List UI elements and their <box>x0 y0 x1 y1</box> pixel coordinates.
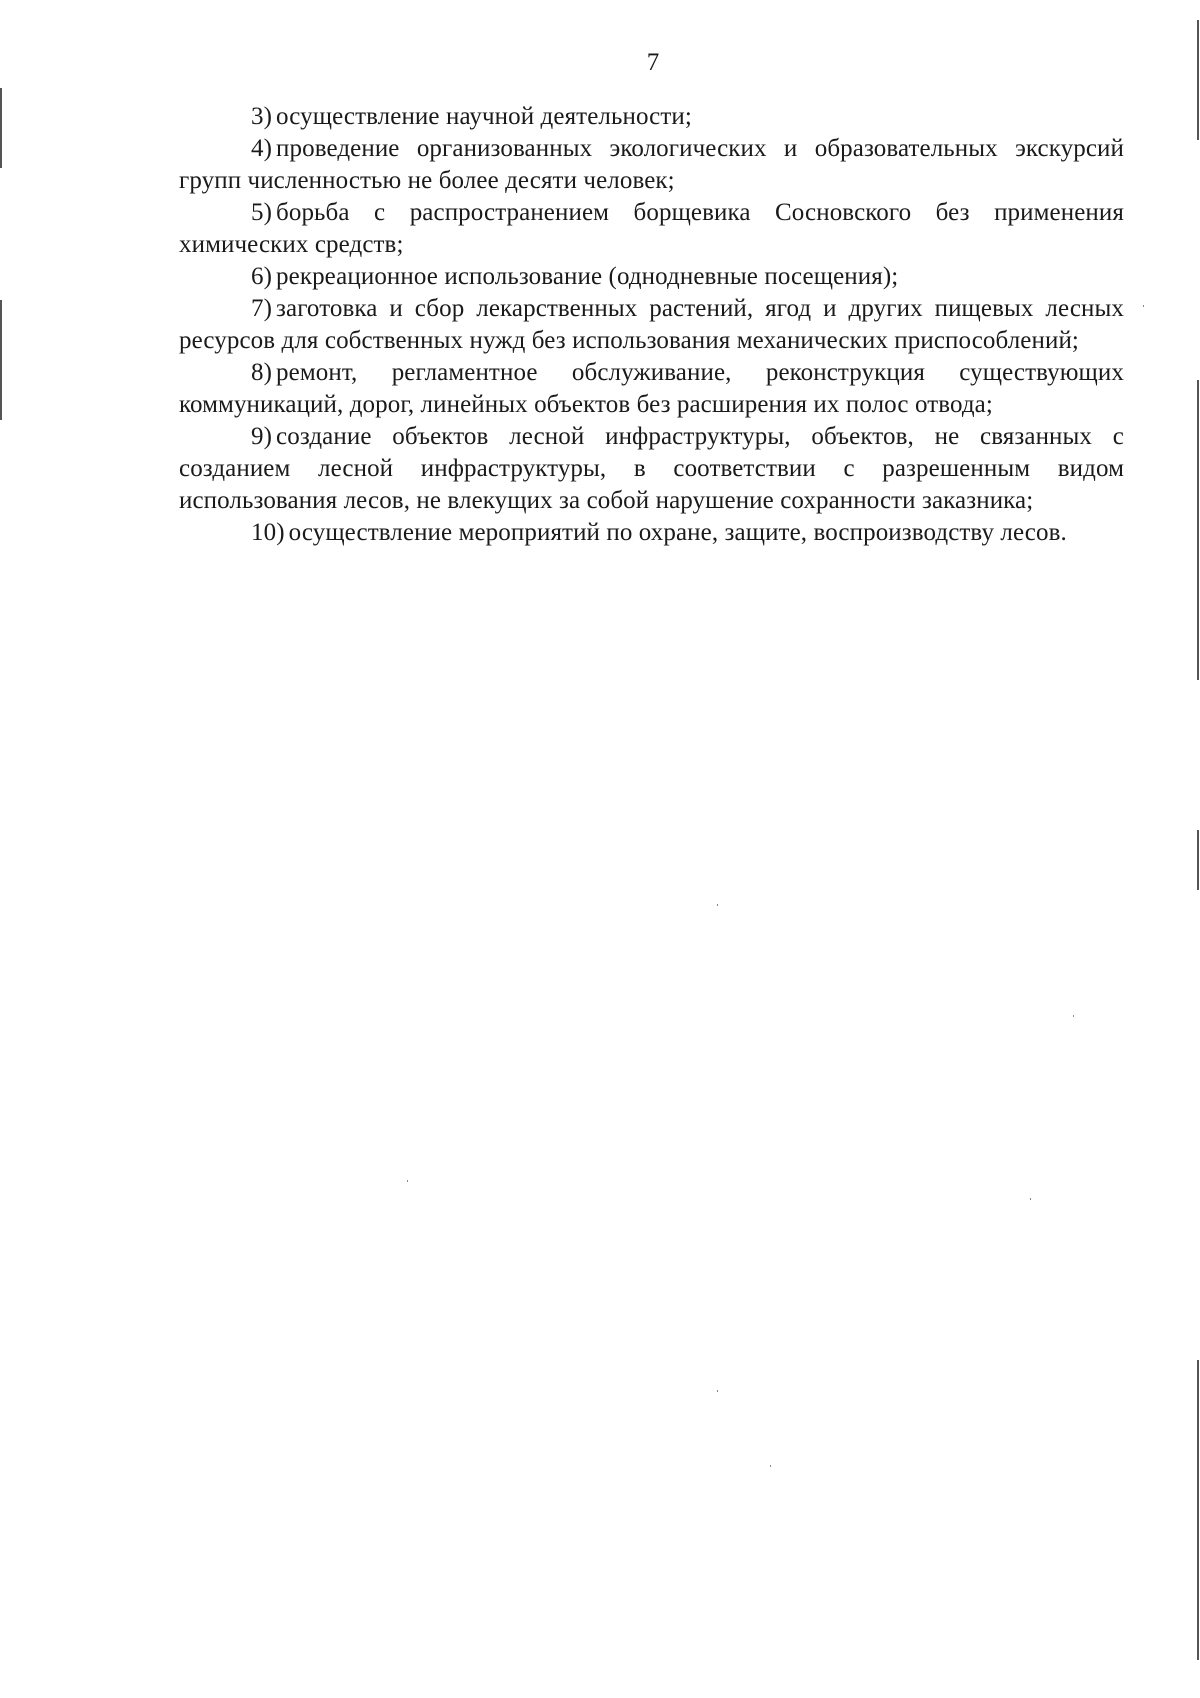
list-item <box>179 357 1124 421</box>
scan-edge-right <box>1197 830 1199 890</box>
scan-edge-right <box>1197 1360 1199 1660</box>
list-item-text: рекреационное использование (однодневные посещения); <box>276 263 899 290</box>
list-item-text: борьба с распространением борщевика Сосновского без применения химических средств; <box>179 199 1124 258</box>
list-item <box>179 197 1124 261</box>
scan-edge-left <box>0 300 2 420</box>
list-item-number: 3) <box>251 103 273 130</box>
list-item-text: проведение организованных экологических и образовательных экскурсий групп численностью не более десяти человек; <box>179 135 1124 194</box>
list-item-number: 7) <box>251 295 273 322</box>
scan-edge-right <box>1197 380 1199 680</box>
list-item <box>179 517 1124 549</box>
scan-speck <box>770 1465 771 1467</box>
scan-speck <box>717 904 718 906</box>
list-item-number: 8) <box>251 359 273 386</box>
list-item-number: 6) <box>251 263 273 290</box>
scan-speck <box>1143 305 1144 307</box>
scan-speck <box>407 1180 408 1182</box>
list-item-text: создание объектов лесной инфраструктуры, объектов, не связанных с созданием лесной инфраструктуры, в соответствии с разрешенным видом использования лесов, не влекущих за собой нарушение сохранности заказника; <box>179 423 1124 514</box>
list-item-text: осуществление научной деятельности; <box>276 103 692 130</box>
list-item-number: 4) <box>251 135 273 162</box>
list-item <box>179 293 1124 357</box>
list-item-number: 9) <box>251 423 273 450</box>
list-item-text: заготовка и сбор лекарственных растений, ягод и других пищевых лесных ресурсов для собственных нужд без использования механических приспособлений; <box>179 295 1124 354</box>
list-item-number: 5) <box>251 199 273 226</box>
scan-speck <box>1073 1015 1074 1017</box>
scan-speck <box>1030 1198 1031 1200</box>
list-item <box>179 421 1124 517</box>
page-number: 7 <box>646 49 660 76</box>
list-item <box>179 133 1124 197</box>
list-item <box>179 261 1124 293</box>
scan-edge-right <box>1197 20 1199 140</box>
list-item-text: осуществление мероприятий по охране, защите, воспроизводству лесов. <box>288 519 1067 546</box>
list-body <box>179 101 1124 549</box>
list-item-number: 10) <box>251 519 285 546</box>
list-item-text: ремонт, регламентное обслуживание, реконструкция существующих коммуникаций, дорог, линейных объектов без расширения их полос отвода; <box>179 359 1124 418</box>
list-item <box>179 101 1124 133</box>
scan-edge-left <box>0 88 2 168</box>
scan-speck <box>717 1390 718 1392</box>
